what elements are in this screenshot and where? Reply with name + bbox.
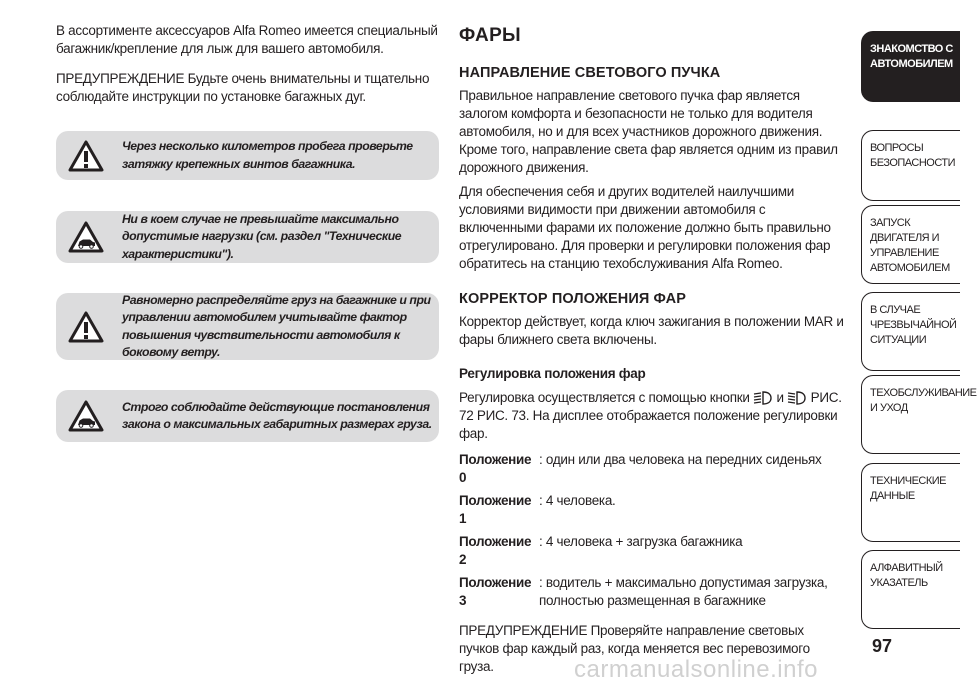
tab-emergency[interactable] [861, 292, 960, 371]
adjustment-text-before: Регулировка осуществляется с помощью кнопки [459, 390, 750, 405]
tab-maintenance[interactable] [861, 375, 977, 454]
position-value: : один или два человека на передних сиденьях [539, 452, 822, 467]
section-heading-headlight-corrector: КОРРЕКТОР ПОЛОЖЕНИЯ ФАР [459, 291, 687, 307]
right-column [459, 22, 844, 676]
warning-exclamation-icon [56, 140, 116, 172]
adjustment-paragraph [459, 389, 844, 443]
tab-label: ВОПРОСЫ БЕЗОПАСНОСТИ [870, 142, 956, 169]
position-label: Положение 0 [459, 452, 532, 485]
warning-box-4 [56, 390, 439, 442]
position-row [459, 533, 844, 569]
warning-car-icon [56, 400, 116, 432]
intro-paragraph: В ассортименте аксессуаров Alfa Romeo имеется специальный багажник/крепление для лыж для вашего автомобиля. [56, 23, 438, 56]
position-value: : 4 человека. [539, 493, 616, 508]
headlight-up-button-icon [753, 391, 773, 405]
position-row [459, 574, 844, 610]
tab-label: ЗНАКОМСТВО С АВТОМОБИЛЕМ [870, 43, 953, 70]
watermark: carmanualsonline.info [574, 656, 818, 683]
warning-box-2 [56, 211, 439, 263]
warning-text-2: Ни в коем случае не превышайте максимально допустимые нагрузки (см. раздел "Технические характеристики"). [122, 211, 402, 261]
warning-box-3 [56, 293, 439, 360]
warning-text-3: Равномерно распределяйте груз на багажнике и при управлении автомобилем учитывайте фактор повышения чувствительности автомобиля к боковому ветру. [122, 292, 431, 359]
subheading-adjustment: Регулировка положения фар [459, 366, 646, 381]
position-label: Положение 3 [459, 575, 532, 608]
position-label: Положение 2 [459, 534, 532, 567]
headlight-down-button-icon [787, 391, 807, 405]
section-heading-beam-direction: НАПРАВЛЕНИЕ СВЕТОВОГО ПУЧКА [459, 65, 721, 81]
page-title: ФАРЫ [459, 25, 521, 46]
position-row [459, 492, 844, 528]
warning-text-1: Через несколько километров пробега проверьте затяжку крепежных винтов багажника. [122, 139, 413, 171]
left-column [56, 22, 442, 106]
corrector-paragraph: Корректор действует, когда ключ зажигания в положении MAR и фары ближнего света включены. [459, 314, 844, 347]
beam-paragraph-2: Для обеспечения себя и других водителей наилучшими условиями видимости при движении автомобиля с включенными фарами их положение должно быть правильно отрегулировано. Для проверки и регулировки положения фар обратитесь на станцию техобслуживания Alfa Romeo. [459, 184, 831, 271]
position-row [459, 451, 844, 487]
position-value: : 4 человека + загрузка багажника [539, 534, 743, 549]
beam-paragraph-1: Правильное направление светового пучка фар является залогом комфорта и безопасности не только для водителя автомобиля, но и для всех участников дорожного движения. Кроме того, направление света фар является одним из правил дорожного движения. [459, 88, 838, 175]
tab-introduction[interactable] [861, 31, 960, 102]
warning-exclamation-icon [56, 311, 116, 343]
tab-label: В СЛУЧАЕ ЧРЕЗВЫЧАЙНОЙ СИТУАЦИИ [870, 304, 957, 346]
tab-safety[interactable] [861, 130, 960, 201]
position-label: Положение 1 [459, 493, 532, 526]
tab-label: ТЕХОБСЛУЖИВАНИЕ И УХОД [870, 387, 977, 414]
tab-technical-data[interactable] [861, 463, 960, 542]
tab-starting-driving[interactable] [861, 205, 960, 284]
adjustment-text-and: и [776, 390, 784, 405]
warning-box-1 [56, 131, 439, 180]
final-warning-paragraph: ПРЕДУПРЕЖДЕНИЕ Проверяйте направление световых пучков фар каждый раз, когда меняется вес перевозимого груза. [459, 623, 810, 674]
warning-text-4: Строго соблюдайте действующие постановления закона о максимальных габаритных размерах груза. [122, 399, 432, 431]
intro-warning-paragraph: ПРЕДУПРЕЖДЕНИЕ Будьте очень внимательны и тщательно соблюдайте инструкции по установке багажных дуг. [56, 71, 430, 104]
chapter-tabs [861, 0, 977, 686]
tab-label: ТЕХНИЧЕСКИЕ ДАННЫЕ [870, 475, 947, 502]
page-number: 97 [872, 636, 893, 656]
tab-index[interactable] [861, 550, 960, 629]
position-value: : водитель + максимально допустимая загрузка, полностью размещенная в багажнике [539, 575, 828, 608]
tab-label: АЛФАВИТНЫЙ УКАЗАТЕЛЬ [870, 562, 943, 589]
warning-car-icon [56, 221, 116, 253]
adjustment-text-after: РИС. 72 РИС. 73. На дисплее отображается положение регулировки фар. [459, 390, 842, 441]
tab-label: ЗАПУСК ДВИГАТЕЛЯ И УПРАВЛЕНИЕ АВТОМОБИЛЕМ [870, 217, 950, 274]
